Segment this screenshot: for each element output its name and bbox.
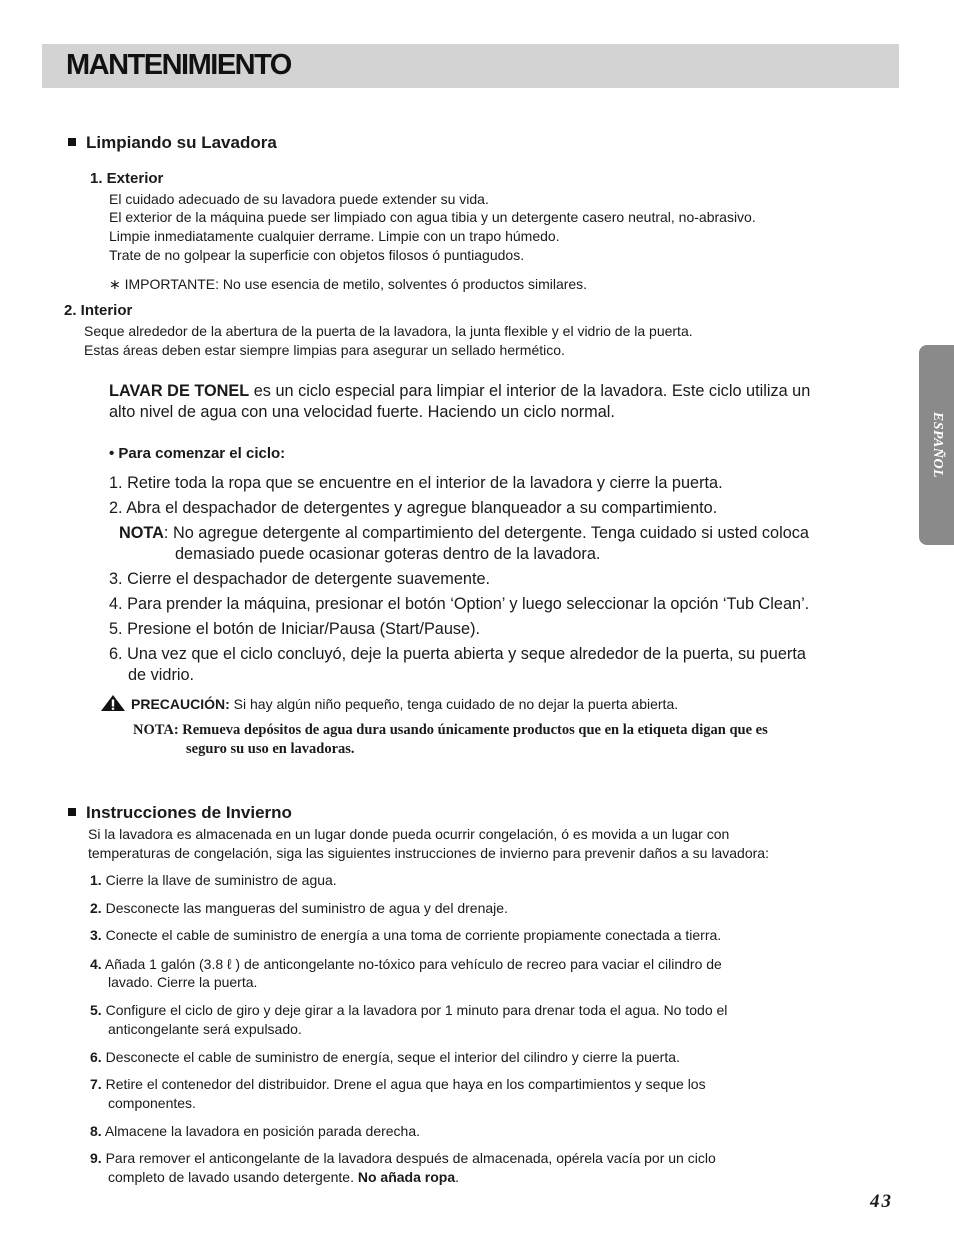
page-number: 43: [870, 1191, 893, 1212]
square-bullet-icon: [68, 808, 76, 816]
cycle-nota: NOTA: No agregue detergente al compartimiento del detergente. Tenga cuidado si usted coloca: [119, 524, 809, 542]
important-note: ∗ IMPORTANTE: No use esencia de metilo, solventes ó productos similares.: [109, 276, 588, 292]
winter-step: 4. Añada 1 galón (3.8 ℓ ) de anticongelante no-tóxico para vehículo de recreo para vaciar el cilindro de: [90, 956, 722, 972]
cycle-step-continued: de vidrio.: [128, 666, 195, 684]
winter-heading: Instrucciones de Invierno: [68, 803, 292, 823]
interior-line: Estas áreas deben estar siempre limpias para asegurar un sellado hermético.: [84, 342, 565, 358]
note-hard-water-line2: seguro su uso en lavadoras.: [186, 741, 355, 757]
winter-step-continued: anticongelante será expulsado.: [108, 1021, 302, 1037]
cycle-nota-line2: demasiado puede ocasionar goteras dentro de la lavadora.: [175, 545, 601, 563]
cycle-step: 5. Presione el botón de Iniciar/Pausa (Start/Pause).: [109, 620, 481, 638]
winter-step-continued: completo de lavado usando detergente. No añada ropa.: [108, 1169, 459, 1185]
winter-intro: Si la lavadora es almacenada en un lugar donde pueda ocurrir congelación, ó es movida a un lugar con: [88, 826, 730, 842]
interior-line: Seque alrededor de la abertura de la puerta de la lavadora, la junta flexible y el vidrio de la puerta.: [84, 323, 693, 339]
exterior-heading: 1. Exterior: [90, 170, 164, 187]
page-title: MANTENIMIENTO: [66, 49, 291, 81]
winter-step: 5. Configure el ciclo de giro y deje girar a la lavadora por 1 minuto para drenar toda el agua. No todo el: [90, 1002, 728, 1018]
language-side-tab-label: ESPAÑOL: [929, 411, 945, 479]
language-side-tab: [919, 345, 954, 545]
tub-clean-description: LAVAR DE TONEL es un ciclo especial para limpiar el interior de la lavadora. Este ciclo utiliza un: [109, 382, 811, 400]
cycle-step: 3. Cierre el despachador de detergente suavemente.: [109, 570, 491, 588]
winter-step: 6. Desconecte el cable de suministro de energía, seque el interior del cilindro y cierre la puerta.: [90, 1049, 680, 1065]
start-cycle-heading: • Para comenzar el ciclo:: [109, 445, 286, 462]
cycle-step: 1. Retire toda la ropa que se encuentre en el interior de la lavadora y cierre la puerta.: [109, 474, 723, 492]
cycle-step: 2. Abra el despachador de detergentes y agregue blanqueador a su compartimiento.: [109, 499, 718, 517]
winter-step: 9. Para remover el anticongelante de la lavadora después de almacenada, opérela vacía por un ciclo: [90, 1150, 716, 1166]
cleaning-heading: Limpiando su Lavadora: [68, 133, 277, 153]
winter-intro-line2: temperaturas de congelación, siga las siguientes instrucciones de invierno para prevenir daños a su lavadora:: [88, 845, 769, 861]
square-bullet-icon: [68, 138, 76, 146]
winter-step: 1. Cierre la llave de suministro de agua.: [90, 872, 337, 888]
exterior-line: Trate de no golpear la superficie con objetos filosos ó puntiagudos.: [109, 247, 525, 263]
asterisk-icon: ∗: [109, 276, 121, 292]
exterior-line: El exterior de la máquina puede ser limpiado con agua tibia y un detergente casero neutral, no-abrasivo.: [109, 209, 756, 225]
winter-step: 7. Retire el contenedor del distribuidor. Drene el agua que haya en los compartimientos y seque los: [90, 1076, 706, 1092]
winter-step-continued: lavado. Cierre la puerta.: [108, 974, 258, 990]
warning-triangle-icon: [100, 694, 126, 712]
tub-clean-description-line2: alto nivel de agua con una velocidad fuerte. Haciendo un ciclo normal.: [109, 403, 615, 421]
header-bar: [42, 44, 899, 88]
interior-heading: 2. Interior: [64, 302, 133, 319]
winter-step-continued: componentes.: [108, 1095, 196, 1111]
winter-step: 2. Desconecte las mangueras del suministro de agua y del drenaje.: [90, 900, 508, 916]
winter-step: 8. Almacene la lavadora en posición parada derecha.: [90, 1123, 421, 1139]
exterior-line: Limpie inmediatamente cualquier derrame. Limpie con un trapo húmedo.: [109, 228, 560, 244]
caution-text: PRECAUCIÓN: Si hay algún niño pequeño, tenga cuidado de no dejar la puerta abierta.: [131, 696, 679, 712]
cycle-step: 6. Una vez que el ciclo concluyó, deje la puerta abierta y seque alrededor de la puerta, su puerta: [109, 645, 806, 663]
exterior-line: El cuidado adecuado de su lavadora puede extender su vida.: [109, 191, 489, 207]
note-hard-water: NOTA: Remueva depósitos de agua dura usando únicamente productos que en la etiqueta digan que es: [133, 722, 768, 738]
winter-step: 3. Conecte el cable de suministro de energía a una toma de corriente propiamente conectada a tierra.: [90, 927, 722, 943]
cycle-step: 4. Para prender la máquina, presionar el botón ‘Option’ y luego seleccionar la opción ‘Tub Clean’.: [109, 595, 810, 613]
